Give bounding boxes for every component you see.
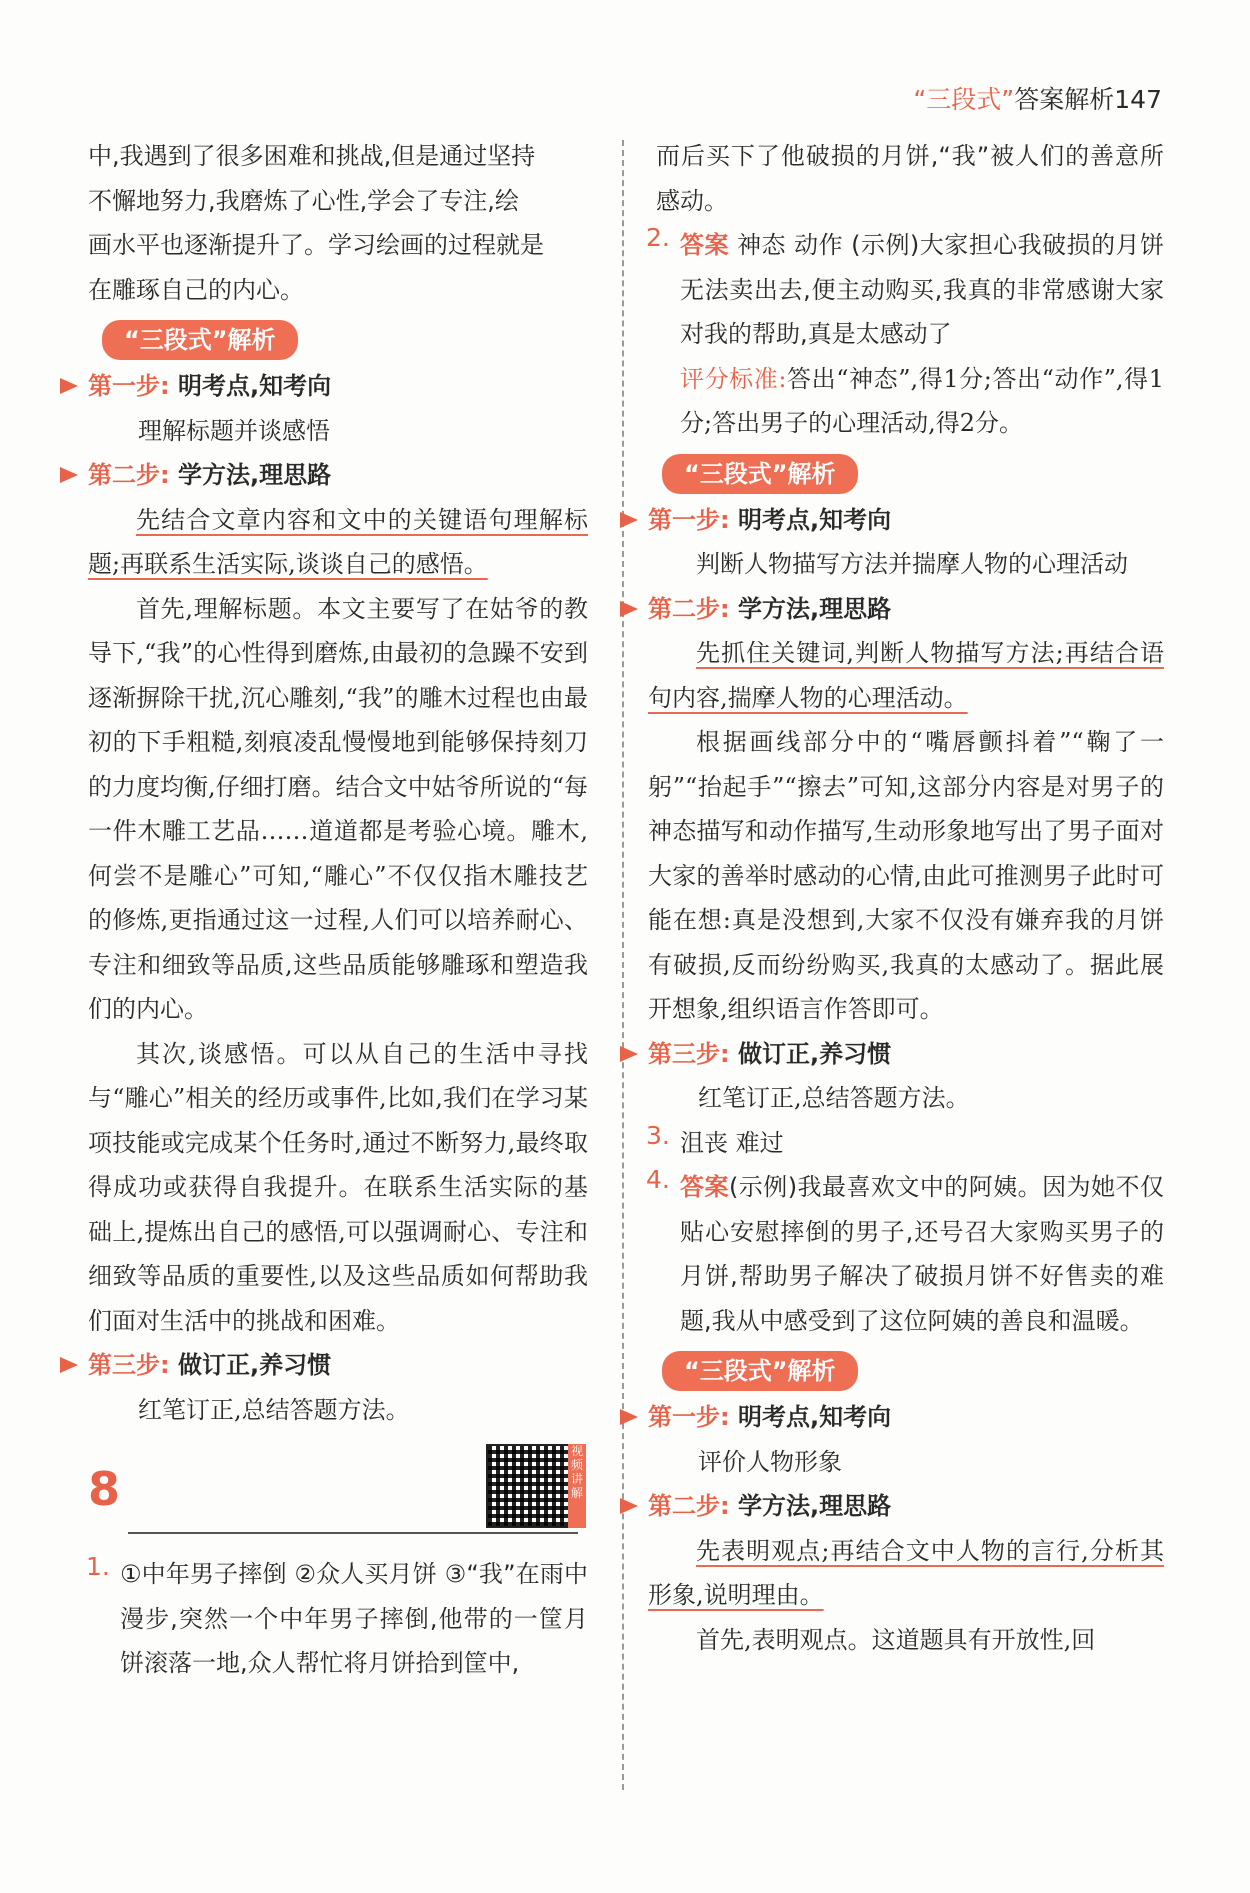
question-4-text: (示例)我最喜欢文中的阿姨。因为她不仅贴心安慰摔倒的男子,还号召大家购买男子的月饼,帮助男子解决了破损月饼不好售卖的难题,我从中感受到了这位阿姨的善良和温暖。 (680, 1173, 1165, 1335)
step-label: 第一步: (88, 372, 170, 400)
step-title: 学方法,理思路 (177, 461, 332, 489)
arrow-icon (620, 1498, 638, 1514)
question-2-text: 神态 动作 (示例)大家担心我破损的月饼无法卖出去,便主动购买,我真的非常感谢大家对我的帮助,真是太感动了 (680, 231, 1165, 348)
step-two (648, 587, 1164, 632)
analysis-badge: “三段式”解析 (662, 1351, 858, 1391)
video-tag: 视频讲解 (568, 1444, 586, 1528)
section-header (88, 1444, 588, 1552)
intro-line-2: 不懈地努力,我磨炼了心性,学会了专注,绘 (88, 186, 519, 215)
qr-code-icon[interactable] (486, 1444, 570, 1528)
step-label: 第一步: (648, 1403, 730, 1431)
question-2 (648, 223, 1164, 446)
step-label: 第二步: (648, 1492, 730, 1520)
step-label: 第一步: (648, 505, 730, 534)
step-two-para: 首先,表明观点。这道题具有开放性,回 (696, 1625, 1096, 1654)
arrow-icon (620, 601, 638, 617)
underlined-method: 先表明观点;再结合文中人物的言行,分析其形象,说明理由。 (648, 1536, 1164, 1609)
header-quoted: “三段式” (913, 85, 1015, 114)
question-1-text: ①中年男子摔倒 ②众人买月饼 ③“我”在雨中漫步,突然一个中年男子摔倒,他带的一筐月饼滚落一地,众人帮忙将月饼拾到筐中, (120, 1560, 588, 1677)
column-divider (622, 140, 624, 1790)
step-two-method (648, 1529, 1164, 1618)
header-title: 答案解析 (1014, 85, 1115, 114)
question-1 (88, 1552, 588, 1686)
answer-label: 答案 (680, 231, 729, 259)
intro-line-1: 中,我遇到了很多困难和挑战,但是通过坚持 (88, 142, 536, 170)
step-one (648, 1395, 1164, 1440)
step-two-para: 根据画线部分中的“嘴唇颤抖着”“鞠了一躬”“抬起手”“擦去”可知,这部分内容是对男子的神态描写和动作描写,生动形象地写出了男子面对大家的善举时感动的心情,由此可推测男子此时可能在想:真是没想到,大家不仅没有嫌弃我的月饼有破损,反而纷纷购买,我真的太感动了。据此展开想象,组织语言作答即可。 (648, 728, 1164, 1023)
continued-text: 而后买下了他破损的月饼,“我”被人们的善意所感动。 (656, 142, 1164, 215)
question-number: 3. (646, 1120, 670, 1150)
step-two-para-2: 其次,谈感悟。可以从自己的生活中寻找与“雕心”相关的经历或事件,比如,我们在学习某项技能或完成某个任务时,通过不断努力,最终取得成功或获得自我提升。在联系生活实际的基础上,提炼出自己的感悟,可以强调耐心、专注和细致等品质的重要性,以及这些品质如何帮助我们面对生活中的挑战和困难。 (88, 1039, 588, 1335)
step-title: 学方法,理思路 (737, 594, 892, 623)
rating-text: 答出“神态”,得1分;答出“动作”,得1分;答出男子的心理活动,得2分。 (680, 364, 1164, 437)
step-one-body: 理解标题并谈感悟 (138, 416, 330, 445)
right-column (648, 134, 1164, 1662)
intro-line-3: 画水平也逐渐提升了。学习绘画的过程就是 (88, 231, 544, 259)
arrow-icon (60, 1357, 78, 1373)
arrow-icon (620, 1409, 638, 1425)
step-one-body: 评价人物形象 (698, 1447, 842, 1476)
section-number: 8 (88, 1462, 121, 1516)
step-two (648, 1484, 1164, 1529)
page-header (913, 80, 1162, 116)
step-title: 学方法,理思路 (737, 1492, 892, 1520)
rating-label: 评分标准: (680, 364, 787, 393)
underlined-method: 先结合文章内容和文中的关键语句理解标题;再联系生活实际,谈谈自己的感悟。 (88, 505, 588, 578)
arrow-icon (60, 467, 78, 483)
arrow-icon (620, 1046, 638, 1062)
left-column (88, 134, 588, 1686)
step-title: 做订正,养习惯 (177, 1351, 332, 1379)
page-number: 147 (1114, 85, 1162, 114)
step-label: 第三步: (88, 1351, 170, 1379)
step-three-body: 红笔订正,总结答题方法。 (698, 1084, 970, 1112)
question-number: 1. (86, 1552, 110, 1581)
intro-line-4: 在雕琢自己的内心。 (88, 275, 304, 304)
step-one (88, 364, 588, 409)
analysis-badge: “三段式”解析 (662, 454, 858, 494)
question-number: 4. (646, 1165, 670, 1194)
section-rule (128, 1532, 578, 1534)
step-two (88, 453, 588, 498)
question-3-text: 沮丧 难过 (680, 1128, 784, 1157)
step-three (648, 1032, 1164, 1077)
step-label: 第三步: (648, 1039, 730, 1068)
question-number: 2. (646, 223, 670, 252)
step-two-method (88, 498, 588, 587)
step-label: 第二步: (648, 594, 730, 623)
step-three (88, 1343, 588, 1388)
arrow-icon (620, 512, 638, 528)
question-4 (648, 1165, 1164, 1343)
analysis-badge: “三段式”解析 (102, 320, 298, 360)
step-label: 第二步: (88, 461, 170, 489)
question-3 (648, 1121, 1164, 1166)
step-title: 明考点,知考向 (177, 372, 332, 400)
step-three-body: 红笔订正,总结答题方法。 (138, 1395, 410, 1424)
step-title: 明考点,知考向 (737, 1403, 892, 1431)
step-title: 做订正,养习惯 (737, 1039, 892, 1068)
step-two-para-1: 首先,理解标题。本文主要写了在姑爷的教导下,“我”的心性得到磨炼,由最初的急躁不安到逐渐摒除干扰,沉心雕刻,“我”的雕木过程也由最初的下手粗糙,刻痕凌乱慢慢地到能够保持刻刀的力度均衡,仔细打磨。结合文中姑爷所说的“每一件木雕工艺品……道道都是考验心境。雕木,何尝不是雕心”可知,“雕心”不仅仅指木雕技艺的修炼,更指通过这一过程,人们可以培养耐心、专注和细致等品质,这些品质能够雕琢和塑造我们的内心。 (88, 594, 588, 1023)
step-one-body: 判断人物描写方法并揣摩人物的心理活动 (696, 550, 1128, 578)
step-two-method (648, 631, 1164, 720)
answer-label: 答案 (680, 1173, 729, 1201)
arrow-icon (60, 378, 78, 394)
step-one (648, 498, 1164, 543)
underlined-method: 先抓住关键词,判断人物描写方法;再结合语句内容,揣摩人物的心理活动。 (648, 639, 1164, 712)
step-title: 明考点,知考向 (737, 505, 892, 534)
